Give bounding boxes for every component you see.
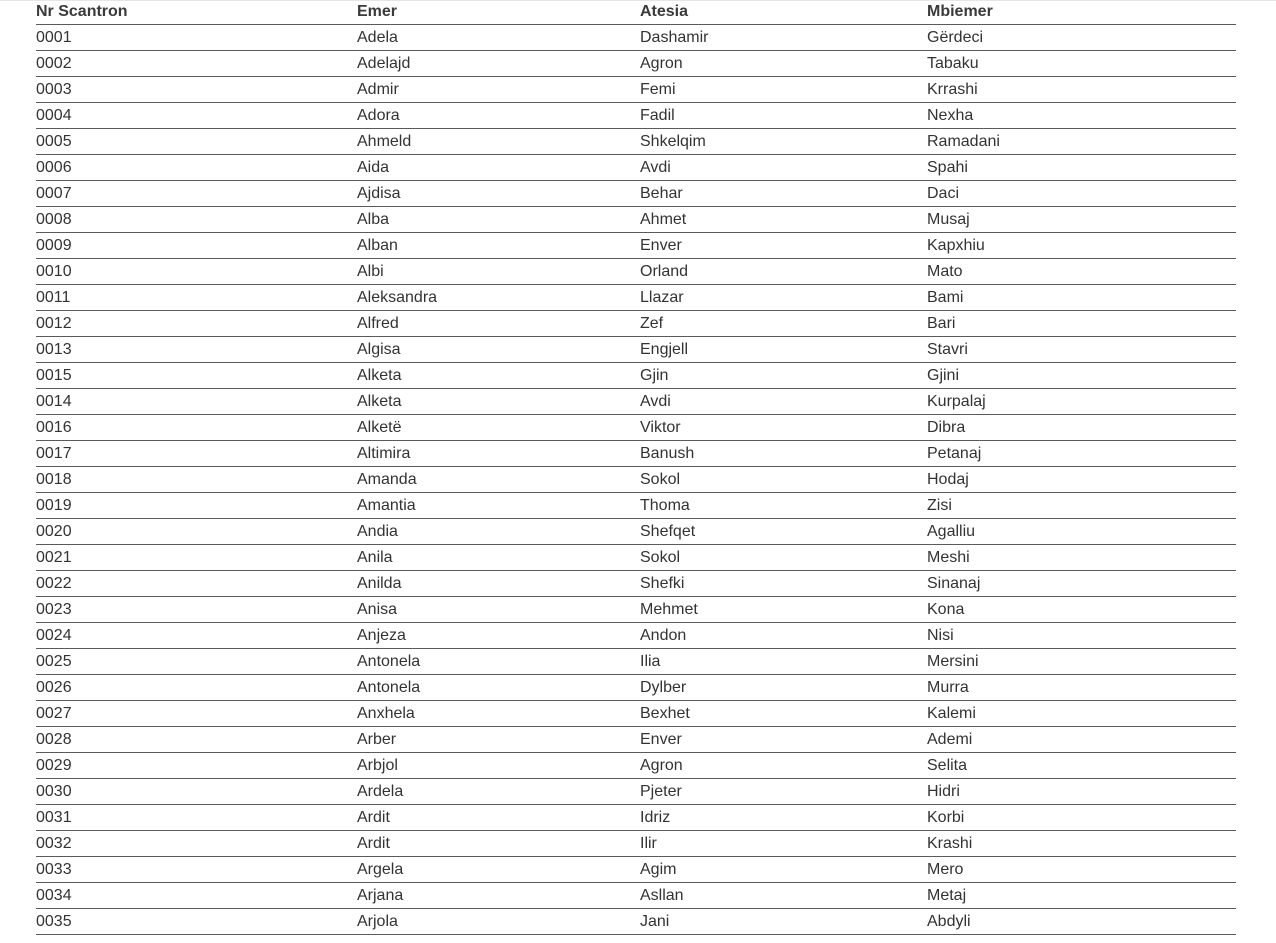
cell-nr-scantron: 0032	[36, 834, 72, 852]
cell-emer: Alketa	[357, 366, 402, 384]
cell-atesia: Dashamir	[640, 28, 709, 46]
cell-nr-scantron: 0030	[36, 782, 72, 800]
cell-mbiemer: Kurpalaj	[927, 392, 986, 410]
cell-nr-scantron: 0015	[36, 366, 72, 384]
cell-emer: Amantia	[357, 496, 416, 514]
cell-atesia: Engjell	[640, 340, 689, 358]
cell-nr-scantron: 0010	[36, 262, 72, 280]
cell-emer: Anisa	[357, 600, 398, 618]
table-body	[36, 25, 1236, 935]
table-row	[36, 103, 1236, 129]
cell-atesia: Andon	[640, 626, 687, 644]
cell-nr-scantron: 0021	[36, 548, 72, 566]
table-row	[36, 441, 1236, 467]
cell-mbiemer: Gjini	[927, 366, 960, 384]
cell-emer: Andia	[357, 522, 398, 540]
cell-emer: Antonela	[357, 678, 421, 696]
cell-emer: Ardela	[357, 782, 404, 800]
cell-nr-scantron: 0009	[36, 236, 72, 254]
cell-mbiemer: Ramadani	[927, 132, 1000, 150]
table-row	[36, 805, 1236, 831]
cell-emer: Aleksandra	[357, 288, 438, 306]
cell-mbiemer: Hodaj	[927, 470, 969, 488]
cell-atesia: Viktor	[640, 418, 681, 436]
cell-mbiemer: Selita	[927, 756, 968, 774]
table-row	[36, 649, 1236, 675]
cell-mbiemer: Mato	[927, 262, 963, 280]
cell-atesia: Gjin	[640, 366, 669, 384]
cell-nr-scantron: 0017	[36, 444, 72, 462]
cell-nr-scantron: 0031	[36, 808, 72, 826]
cell-mbiemer: Hidri	[927, 782, 960, 800]
cell-mbiemer: Mero	[927, 860, 964, 878]
cell-mbiemer: Kalemi	[927, 704, 976, 722]
cell-emer: Admir	[357, 80, 399, 98]
cell-nr-scantron: 0020	[36, 522, 72, 540]
cell-nr-scantron: 0014	[36, 392, 72, 410]
cell-mbiemer: Daci	[927, 184, 960, 202]
cell-mbiemer: Dibra	[927, 418, 966, 436]
cell-emer: Algisa	[357, 340, 401, 358]
cell-emer: Adelajd	[357, 54, 411, 72]
cell-mbiemer: Abdyli	[927, 912, 971, 930]
table-row	[36, 51, 1236, 77]
table-row	[36, 415, 1236, 441]
table-row	[36, 571, 1236, 597]
cell-mbiemer: Murra	[927, 678, 969, 696]
table-row	[36, 727, 1236, 753]
cell-atesia: Thoma	[640, 496, 690, 514]
cell-emer: Aida	[357, 158, 390, 176]
cell-atesia: Idriz	[640, 808, 671, 826]
cell-mbiemer: Metaj	[927, 886, 967, 904]
table-row	[36, 77, 1236, 103]
cell-mbiemer: Korbi	[927, 808, 965, 826]
cell-mbiemer: Nexha	[927, 106, 974, 124]
cell-mbiemer: Mersini	[927, 652, 979, 670]
cell-nr-scantron: 0033	[36, 860, 72, 878]
cell-atesia: Sokol	[640, 470, 681, 488]
table-row	[36, 25, 1236, 51]
cell-mbiemer: Stavri	[927, 340, 968, 358]
header-nr-scantron: Nr Scantron	[36, 3, 128, 20]
cell-emer: Antonela	[357, 652, 421, 670]
table-row	[36, 311, 1236, 337]
cell-mbiemer: Gërdeci	[927, 28, 984, 46]
cell-atesia: Sokol	[640, 548, 681, 566]
cell-emer: Adela	[357, 28, 398, 46]
cell-atesia: Llazar	[640, 288, 684, 306]
cell-atesia: Fadil	[640, 106, 675, 124]
cell-nr-scantron: 0035	[36, 912, 72, 930]
cell-mbiemer: Musaj	[927, 210, 970, 228]
cell-nr-scantron: 0013	[36, 340, 72, 358]
cell-atesia: Dylber	[640, 678, 687, 696]
cell-mbiemer: Meshi	[927, 548, 970, 566]
cell-nr-scantron: 0026	[36, 678, 72, 696]
table-row	[36, 623, 1236, 649]
cell-mbiemer: Krashi	[927, 834, 973, 852]
cell-mbiemer: Petanaj	[927, 444, 982, 462]
cell-emer: Alba	[357, 210, 390, 228]
cell-nr-scantron: 0034	[36, 886, 72, 904]
cell-atesia: Enver	[640, 236, 682, 254]
cell-emer: Argela	[357, 860, 404, 878]
cell-emer: Amanda	[357, 470, 417, 488]
cell-atesia: Shefki	[640, 574, 685, 592]
table-row	[36, 363, 1236, 389]
cell-atesia: Jani	[640, 912, 670, 930]
cell-nr-scantron: 0012	[36, 314, 72, 332]
cell-nr-scantron: 0002	[36, 54, 72, 72]
cell-nr-scantron: 0001	[36, 28, 72, 46]
cell-nr-scantron: 0007	[36, 184, 72, 202]
cell-nr-scantron: 0005	[36, 132, 72, 150]
students-table	[36, 0, 1236, 935]
cell-nr-scantron: 0004	[36, 106, 72, 124]
cell-mbiemer: Spahi	[927, 158, 968, 176]
table-row	[36, 675, 1236, 701]
cell-emer: Arber	[357, 730, 397, 748]
table-row	[36, 337, 1236, 363]
table-row	[36, 155, 1236, 181]
cell-atesia: Banush	[640, 444, 695, 462]
cell-mbiemer: Ademi	[927, 730, 973, 748]
table-row	[36, 597, 1236, 623]
cell-atesia: Bexhet	[640, 704, 690, 722]
cell-nr-scantron: 0018	[36, 470, 72, 488]
cell-emer: Albi	[357, 262, 384, 280]
table-row	[36, 909, 1236, 935]
cell-emer: Arjana	[357, 886, 404, 904]
cell-atesia: Ahmet	[640, 210, 687, 228]
table-row	[36, 285, 1236, 311]
cell-emer: Anila	[357, 548, 393, 566]
cell-emer: Alban	[357, 236, 398, 254]
table-row	[36, 519, 1236, 545]
cell-atesia: Ilir	[640, 834, 657, 852]
table-row	[36, 883, 1236, 909]
cell-emer: Arbjol	[357, 756, 398, 774]
cell-atesia: Mehmet	[640, 600, 698, 618]
table-row	[36, 233, 1236, 259]
header-atesia: Atesia	[640, 3, 689, 20]
cell-emer: Ajdisa	[357, 184, 401, 202]
cell-nr-scantron: 0008	[36, 210, 72, 228]
table-row	[36, 129, 1236, 155]
cell-atesia: Behar	[640, 184, 683, 202]
cell-nr-scantron: 0019	[36, 496, 72, 514]
cell-mbiemer: Krrashi	[927, 80, 978, 98]
cell-nr-scantron: 0023	[36, 600, 72, 618]
table-row	[36, 545, 1236, 571]
cell-mbiemer: Bami	[927, 288, 964, 306]
header-emer: Emer	[357, 3, 398, 20]
cell-mbiemer: Kapxhiu	[927, 236, 985, 254]
table-row	[36, 857, 1236, 883]
cell-atesia: Shefqet	[640, 522, 696, 540]
table-row	[36, 181, 1236, 207]
cell-emer: Anjeza	[357, 626, 406, 644]
cell-nr-scantron: 0027	[36, 704, 72, 722]
table-row	[36, 467, 1236, 493]
cell-emer: Alfred	[357, 314, 399, 332]
cell-emer: Alketë	[357, 418, 402, 436]
table-row	[36, 207, 1236, 233]
cell-atesia: Ilia	[640, 652, 661, 670]
table-row	[36, 389, 1236, 415]
cell-atesia: Agron	[640, 756, 683, 774]
cell-nr-scantron: 0028	[36, 730, 72, 748]
cell-atesia: Shkelqim	[640, 132, 706, 150]
cell-atesia: Asllan	[640, 886, 684, 904]
cell-emer: Anxhela	[357, 704, 415, 722]
cell-nr-scantron: 0003	[36, 80, 72, 98]
cell-emer: Anilda	[357, 574, 402, 592]
cell-atesia: Orland	[640, 262, 689, 280]
cell-atesia: Pjeter	[640, 782, 682, 800]
table-row	[36, 701, 1236, 727]
cell-emer: Ahmeld	[357, 132, 412, 150]
cell-emer: Adora	[357, 106, 400, 124]
cell-nr-scantron: 0029	[36, 756, 72, 774]
cell-atesia: Enver	[640, 730, 682, 748]
table-header-row	[36, 0, 1236, 25]
cell-nr-scantron: 0011	[36, 288, 71, 306]
cell-nr-scantron: 0006	[36, 158, 72, 176]
table-row	[36, 831, 1236, 857]
cell-mbiemer: Agalliu	[927, 522, 976, 540]
cell-nr-scantron: 0022	[36, 574, 72, 592]
cell-atesia: Agim	[640, 860, 677, 878]
cell-nr-scantron: 0024	[36, 626, 72, 644]
cell-mbiemer: Tabaku	[927, 54, 979, 72]
cell-mbiemer: Nisi	[927, 626, 954, 644]
table-row	[36, 753, 1236, 779]
cell-atesia: Avdi	[640, 158, 671, 176]
cell-emer: Ardit	[357, 834, 390, 852]
cell-mbiemer: Bari	[927, 314, 956, 332]
cell-mbiemer: Zisi	[927, 496, 952, 514]
table-row	[36, 259, 1236, 285]
cell-emer: Alketa	[357, 392, 402, 410]
cell-mbiemer: Sinanaj	[927, 574, 981, 592]
cell-atesia: Zef	[640, 314, 664, 332]
table-row	[36, 779, 1236, 805]
cell-emer: Altimira	[357, 444, 411, 462]
cell-atesia: Agron	[640, 54, 683, 72]
cell-mbiemer: Kona	[927, 600, 965, 618]
cell-emer: Ardit	[357, 808, 390, 826]
cell-emer: Arjola	[357, 912, 398, 930]
cell-atesia: Femi	[640, 80, 676, 98]
cell-nr-scantron: 0016	[36, 418, 72, 436]
header-mbiemer: Mbiemer	[927, 3, 993, 20]
table-row	[36, 493, 1236, 519]
cell-nr-scantron: 0025	[36, 652, 72, 670]
cell-atesia: Avdi	[640, 392, 671, 410]
